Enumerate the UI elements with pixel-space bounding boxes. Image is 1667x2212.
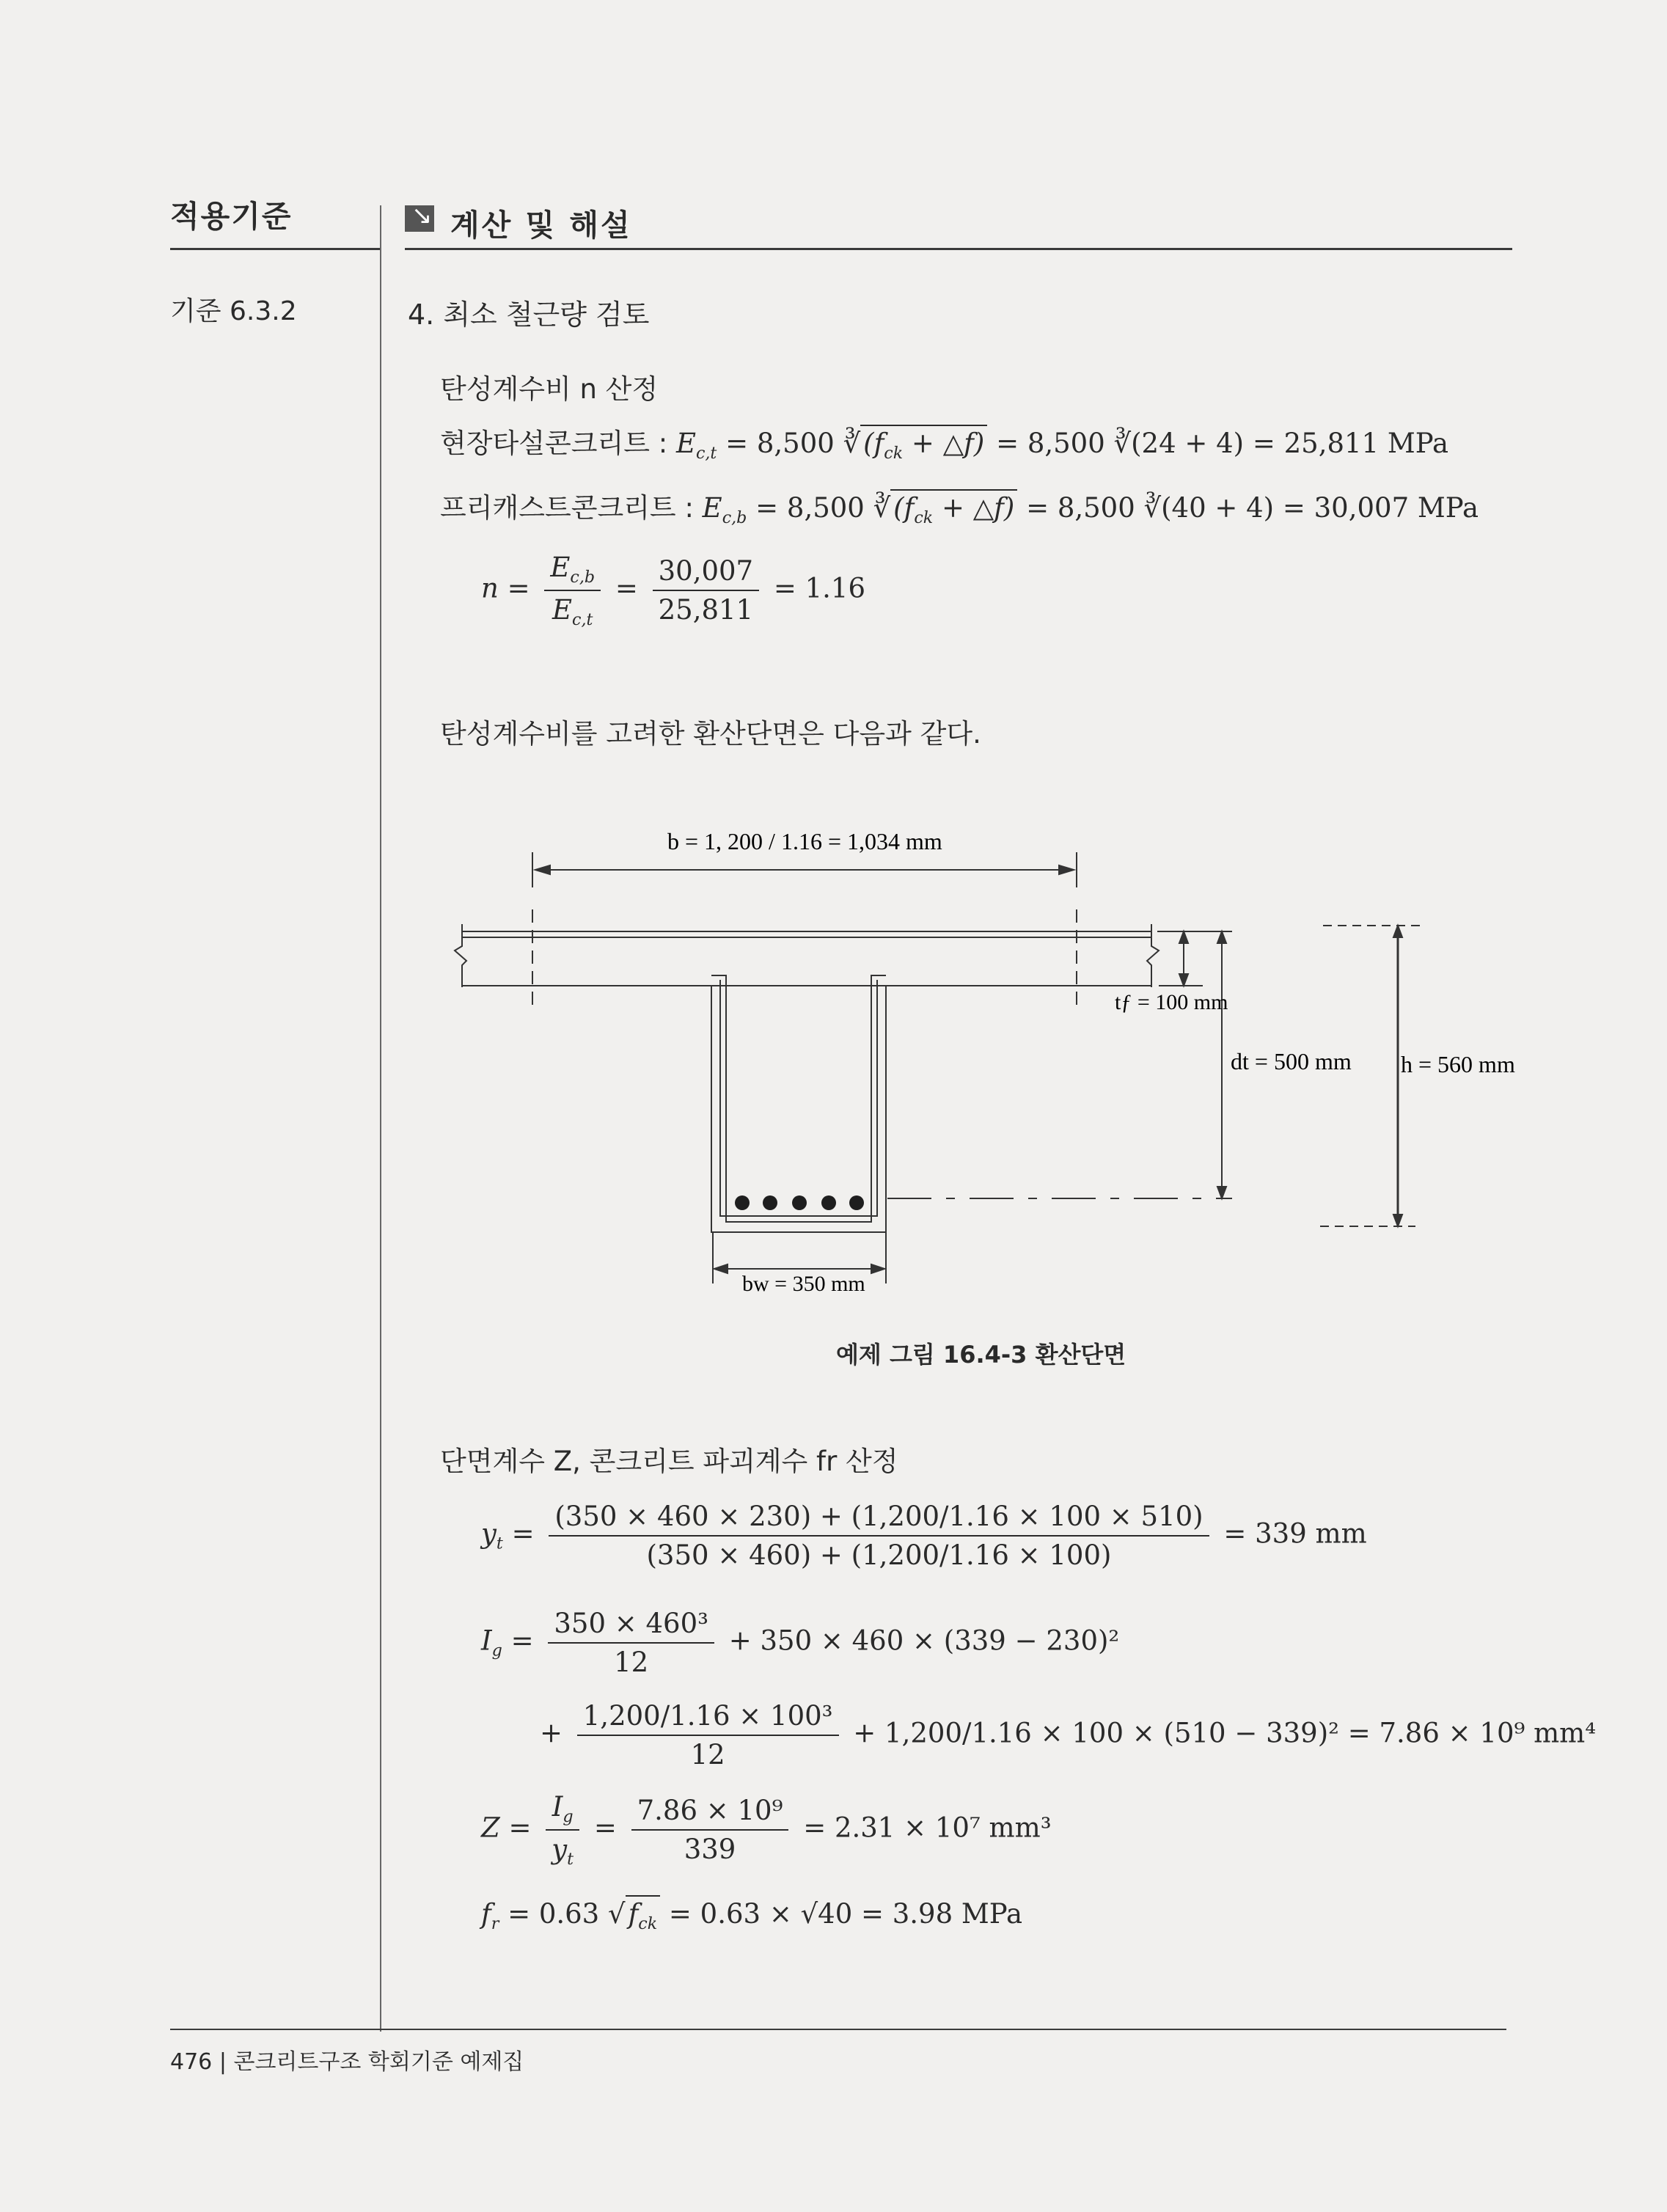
standard-reference: 기준 6.3.2	[170, 296, 297, 326]
transformed-section-intro: 탄성계수비를 고려한 환산단면은 다음과 같다.	[440, 718, 981, 750]
break-right	[1147, 924, 1159, 987]
precast-result: = 8,500 ∛(40 + 4) = 30,007 MPa	[1026, 492, 1479, 524]
footer-divider: |	[219, 2049, 234, 2075]
cast-in-place-equation: 현장타설콘크리트 : $E_{c,t} = 8,500$ ∛ ($f_{ck}$ + △f) = 8,500 ∛(24 + 4) = 25,811 MPa	[440, 421, 1448, 463]
h-arrow-top	[1393, 926, 1402, 937]
h-arrow-bottom	[1393, 1215, 1402, 1226]
precast-label: 프리캐스트콘크리트 :	[440, 492, 694, 524]
n-equation: n = $\frac{E_{c,b}}{E_{c,t}}$ = $\frac{30,007}{25,811}$ = 1.16	[481, 552, 865, 629]
z-equation: Z = $\frac{I_g}{y_t}$ = $\frac{\text{7.86 × 10⁹}}{339}$ = 2.31 × 10⁷ mm³	[481, 1791, 1052, 1869]
ig-term2-numerator: 1,200/1.16 × 100³	[577, 1700, 839, 1736]
section-modulus-heading: 단면계수 Z, 콘크리트 파괴계수 fr 산정	[440, 1446, 898, 1477]
fr-equation: $f_r = 0.63$ √ $f_{ck} = 0.63 \times √40 = 3.98$ MPa	[481, 1898, 1022, 1933]
tf-label: tƒ = 100 mm	[1115, 990, 1228, 1014]
ig-term2-rest: + 1,200/1.16 × 100 × (510 − 339)² = 7.86 × 10⁹ mm⁴	[853, 1717, 1597, 1749]
z-numerator: 7.86 × 10⁹	[631, 1795, 789, 1831]
dt-arrow-bottom	[1217, 1187, 1226, 1198]
tf-arrow-top	[1179, 931, 1188, 943]
stirrup	[711, 975, 886, 1222]
cast-in-place-result: = 8,500 ∛(24 + 4) = 25,811 MPa	[996, 428, 1449, 459]
n-numerator: 30,007	[653, 555, 759, 591]
tf-arrow-bottom	[1179, 974, 1188, 986]
z-denominator: 339	[684, 1833, 736, 1865]
z-result: = 2.31 × 10⁷ mm³	[803, 1812, 1052, 1844]
fr-result: = 0.63 × √40 = 3.98 MPa	[668, 1898, 1023, 1930]
precast-equation: 프리캐스트콘크리트 : $E_{c,b} = 8,500$ ∛ ($f_{ck}$ + △f) = 8,500 ∛(40 + 4) = 30,007 MPa	[440, 486, 1479, 527]
page-number: 476	[170, 2049, 213, 2075]
rebar-5	[849, 1195, 864, 1210]
right-column-title: 계산 및 해설	[450, 208, 632, 243]
rebar-4	[821, 1195, 836, 1210]
yt-denominator: (350 × 460) + (1,200/1.16 × 100)	[646, 1539, 1112, 1571]
rebar-1	[735, 1195, 750, 1210]
ig-term1-numerator: 350 × 460³	[548, 1608, 714, 1644]
bw-arrow-right	[871, 1264, 884, 1273]
ig-term2-denominator: 12	[690, 1739, 725, 1770]
transformed-section-figure	[440, 814, 1540, 1342]
footer-rule	[170, 2029, 1506, 2030]
column-divider	[380, 205, 381, 2032]
stirrup-inner	[720, 980, 877, 1216]
modular-ratio-heading: 탄성계수비 n 산정	[440, 373, 659, 405]
left-column-title: 적용기준	[170, 199, 293, 234]
ig-term1-rest: + 350 × 460 × (339 − 230)²	[728, 1625, 1120, 1657]
arrow-box-icon: ↘	[405, 205, 434, 232]
bw-label: bw = 350 mm	[742, 1272, 865, 1296]
header-rule-right	[405, 248, 1512, 250]
yt-numerator: (350 × 460 × 230) + (1,200/1.16 × 100 × 510)	[549, 1501, 1209, 1537]
b-label: b = 1, 200 / 1.16 = 1,034 mm	[667, 828, 942, 854]
n-denominator: 25,811	[658, 593, 754, 626]
bw-arrow-left	[714, 1264, 728, 1273]
book-title: 콘크리트구조 학회기준 예제집	[233, 2049, 524, 2075]
dt-arrow-top	[1217, 931, 1226, 943]
ig-equation-line2: + $\frac{\text{1,200/1.16 × 100³}}{12}$ + 1,200/1.16 × 100 × (510 − 339)² = 7.86 × 10⁹ mm⁴	[540, 1700, 1597, 1770]
dt-label: dt = 500 mm	[1231, 1048, 1352, 1074]
ig-equation-line1: $I_g$ = $\frac{\text{350 × 460³}}{12}$ + 350 × 460 × (339 − 230)²	[481, 1608, 1120, 1678]
b-arrow-left	[535, 865, 550, 874]
section-title: 4. 최소 철근량 검토	[408, 299, 650, 331]
rebar-3	[792, 1195, 807, 1210]
h-label: h = 560 mm	[1401, 1051, 1515, 1077]
yt-equation: $y_t$ = $\frac{(350 \times 460 \times 230) + (1,200/1.16 \times 100 \times 510)}{(350 \times 460) + (1,200/1.16 \times 100)}$ = 339 mm	[481, 1501, 1367, 1571]
yt-result: = 339 mm	[1223, 1517, 1367, 1550]
b-arrow-right	[1059, 865, 1074, 874]
break-left	[455, 924, 466, 987]
header-rule-left	[170, 248, 380, 250]
footer	[170, 2043, 524, 2076]
n-value: = 1.16	[773, 572, 865, 604]
rebar-2	[763, 1195, 777, 1210]
web-outline	[711, 986, 886, 1232]
cast-in-place-label: 현장타설콘크리트 :	[440, 428, 668, 459]
figure-caption: 예제 그림 16.4-3 환산단면	[836, 1341, 1126, 1369]
ig-term1-denominator: 12	[614, 1647, 649, 1678]
